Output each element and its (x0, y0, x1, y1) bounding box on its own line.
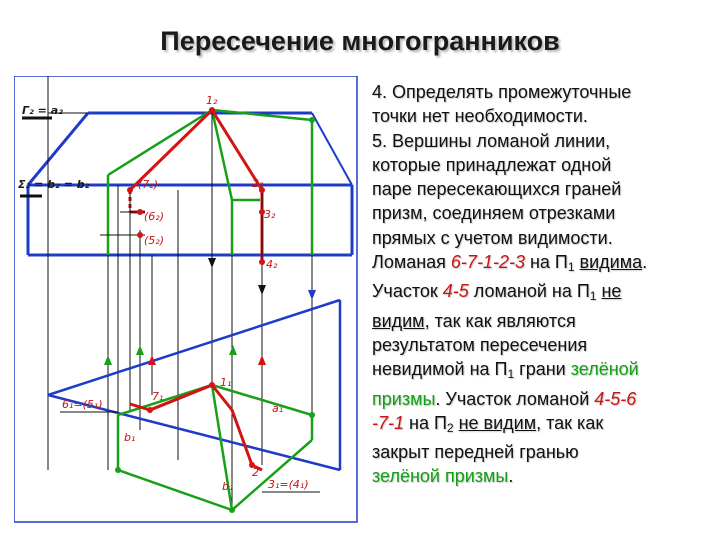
drawing-frame (14, 76, 357, 522)
label-a1: a₁ (272, 402, 284, 415)
text-line: зелёной призмы. (372, 466, 514, 487)
text-line: точки нет необходимости. (372, 106, 588, 127)
text-line: которые принадлежат одной (372, 154, 612, 175)
red-polyline-top (130, 385, 262, 470)
label-b1-bottom: b₁ (222, 480, 234, 493)
label-1-2: 1₂ (206, 94, 218, 107)
text-line: невидимой на $П_1$ грани зелёной (372, 359, 639, 382)
text-line: призм, соединяем отрезками (372, 203, 616, 224)
slide-title: Пересечение многогранников (160, 26, 560, 56)
text-line: прямых с учетом видимости. (372, 227, 613, 248)
label-7-2: (7₂) (138, 178, 158, 191)
label-gamma: Γ₂ = a₂ (22, 104, 63, 117)
text-line: Ломаная 6-7-1-2-3 на $П_1$ видима. (372, 252, 648, 275)
text-line: -7-1 на $П_2$ не видим, так как (372, 412, 604, 435)
label-2-2: 2₂ (252, 177, 264, 190)
text-line: закрыт передней гранью (372, 442, 579, 463)
text-line: Участок 4-5 ломаной на $П_1$ не (372, 281, 622, 304)
text-line: видим, так как являются (372, 310, 576, 331)
text-line: результатом пересечения (372, 334, 588, 355)
text-line: 4. Определять промежуточные (372, 82, 632, 102)
black-arrows (208, 258, 266, 295)
label-b1-left: b₁ (124, 431, 136, 444)
label-6-2: (6₂) (144, 210, 164, 223)
blue-arrows (308, 290, 316, 300)
text-line: 5. Вершины ломаной линии, (372, 130, 611, 151)
polyhedra-intersection-drawing (14, 76, 359, 526)
label-5-2: (5₂) (144, 234, 164, 247)
label-2-1: 2 (252, 466, 259, 479)
text-line: призмы. Участок ломаной 4-5-6 (372, 388, 637, 409)
label-3-4-1: 3₁=(4₁) (268, 478, 309, 491)
label-4-2: 4₂ (266, 258, 278, 271)
label-3-2: 3₂ (264, 208, 276, 221)
text-line: паре пересекающихся граней (372, 179, 622, 200)
label-6-5-1: 6₁=(5₁) (62, 398, 103, 411)
explanation-text (372, 80, 717, 489)
blue-prism-top (48, 300, 340, 470)
label-1-1: 1₁ (220, 376, 232, 389)
label-7-1: 7₁ (152, 390, 164, 403)
label-sigma: Σ₂ = b₂ = b₂ (18, 178, 90, 191)
